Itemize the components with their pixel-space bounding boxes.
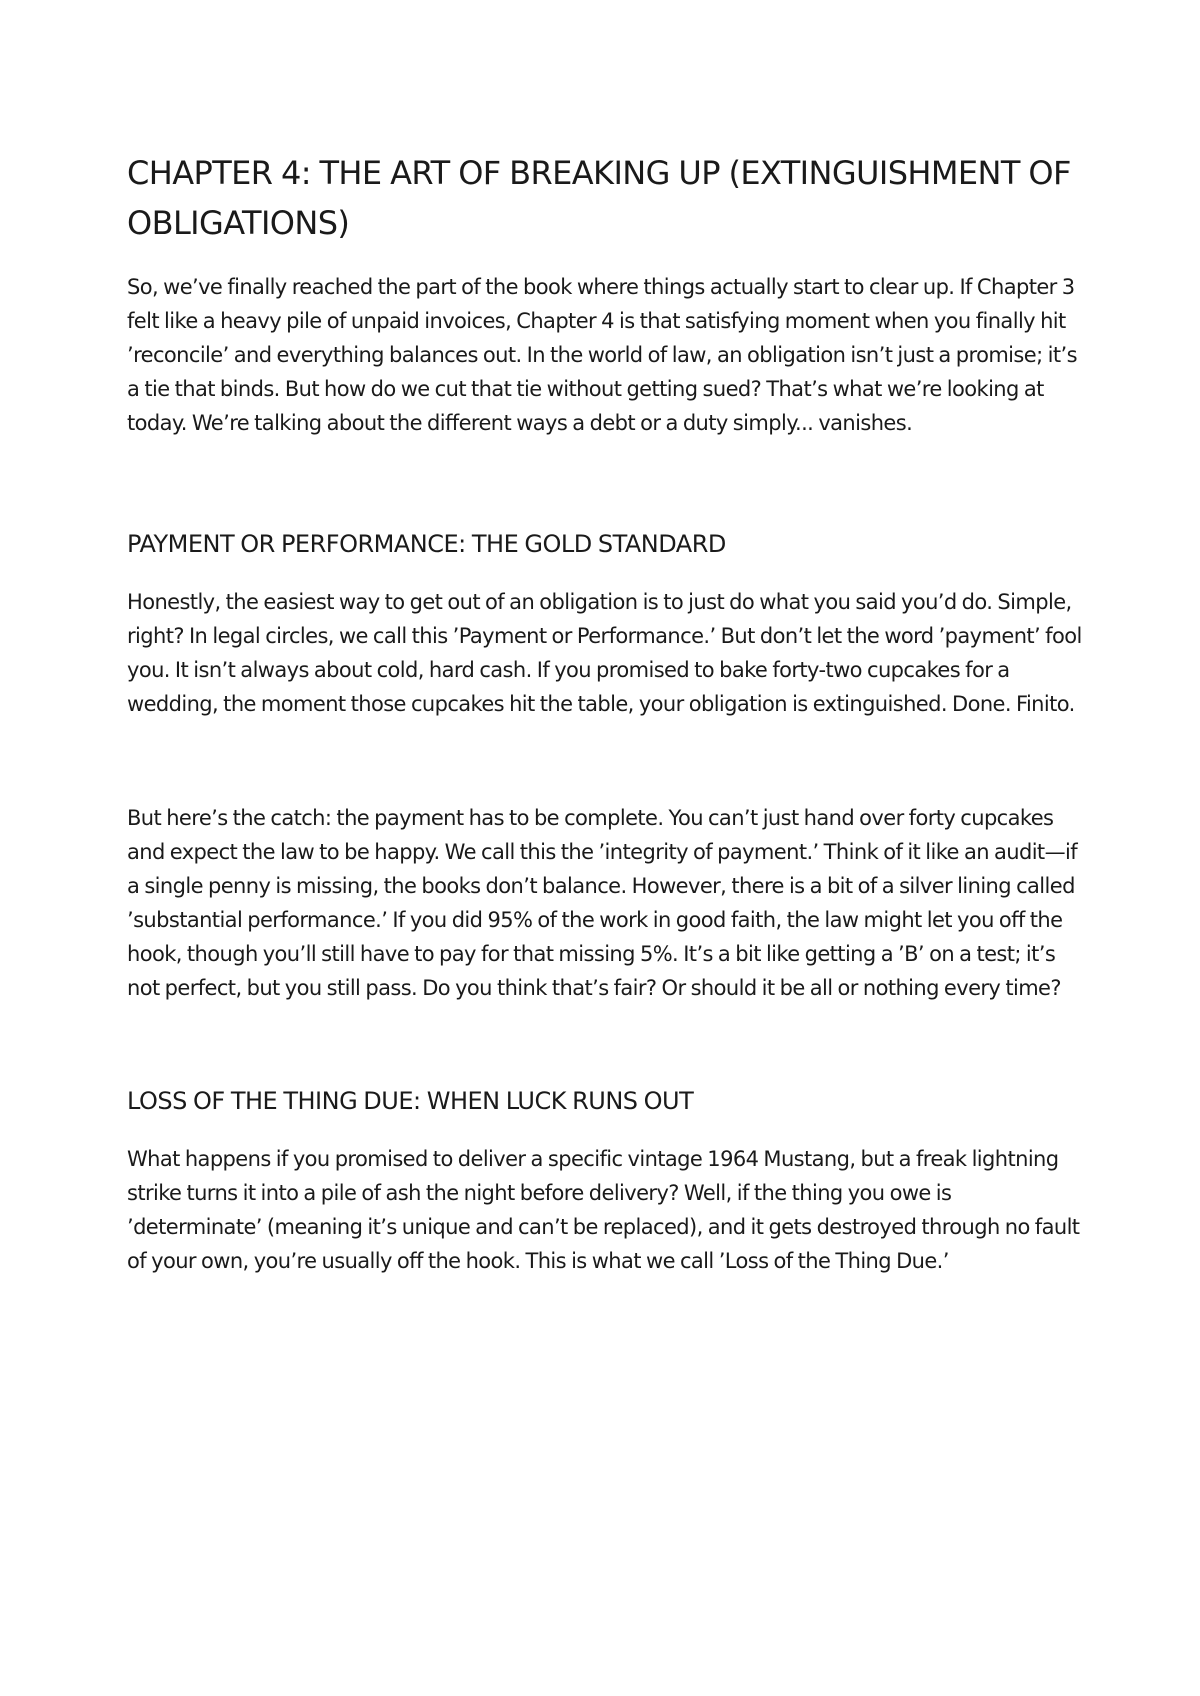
section-paragraph: Honestly, the easiest way to get out of an obligation is to just do what you said you’d do. Simple, right? In legal circles, we call this ’Payment or Performance.’ But don’t let the word ’payment’ fool you. It isn’t always about cold, hard cash. If you promised to bake forty-two cupcakes for a wedding, the moment those cupcakes hit the table, your obligation is extinguished. Done. Finito. [127, 590, 1082, 716]
document-page [127, 148, 1087, 1278]
section-paragraph: What happens if you promised to deliver a specific vintage 1964 Mustang, but a freak lightning strike turns it into a pile of ash the night before delivery? Well, if the thing you owe is ’determinate’ (meaning it’s unique and can’t be replaced), and it gets destroyed through no fault of your own, you’re usually off the hook. This is what we call ’Loss of the Thing Due.’ [127, 1147, 1080, 1273]
section-payment-or-performance [127, 527, 1087, 1005]
section-heading: PAYMENT OR PERFORMANCE: THE GOLD STANDARD [127, 530, 726, 558]
spacer [127, 1005, 1087, 1084]
section-paragraph: But here’s the catch: the payment has to be complete. You can’t just hand over forty cupcakes and expect the law to be happy. We call this the ’integrity of payment.’ Think of it like an audit—if a single penny is missing, the books don’t balance. However, there is a bit of a silver lining called ’substantial performance.’ If you did 95% of the work in good faith, the law might let you off the hook, though you’ll still have to pay for that missing 5%. It’s a bit like getting a ’B’ on a test; it’s not perfect, but you still pass. Do you think that’s fair? Or should it be all or nothing every time? [127, 806, 1077, 1000]
chapter-title: CHAPTER 4: THE ART OF BREAKING UP (EXTINGUISHMENT OF OBLIGATIONS) [127, 154, 1071, 242]
spacer [127, 721, 1087, 801]
section-heading: LOSS OF THE THING DUE: WHEN LUCK RUNS OUT [127, 1087, 694, 1115]
section-loss-of-thing-due [127, 1084, 1087, 1278]
spacer [127, 440, 1087, 527]
intro-paragraph: So, we’ve finally reached the part of the book where things actually start to clear up. If Chapter 3 felt like a heavy pile of unpaid invoices, Chapter 4 is that satisfying moment when you finally hit ’reconcile’ and everything balances out. In the world of law, an obligation isn’t just a promise; it’s a tie that binds. But how do we cut that tie without getting sued? That’s what we’re looking at today. We’re talking about the different ways a debt or a duty simply... vanishes. [127, 275, 1077, 435]
